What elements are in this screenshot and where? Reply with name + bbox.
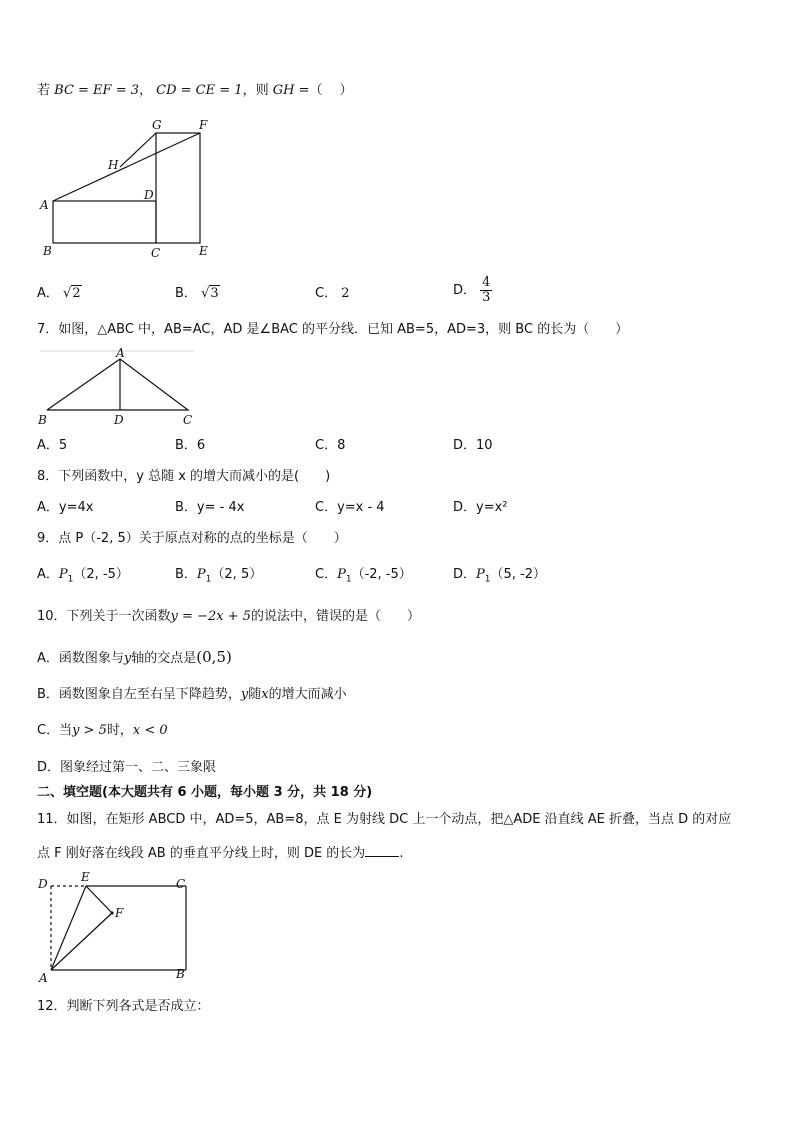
q10-option-b-var-2: x: [261, 687, 269, 702]
q6-label-a: A: [40, 198, 49, 212]
q10-option-a: [37, 648, 232, 668]
q10-option-a-var: y: [123, 651, 132, 666]
q6-option-c: [315, 285, 350, 303]
q6-label-h: H: [108, 158, 119, 172]
q10-option-b-mid: 随: [248, 687, 262, 702]
q10-option-a-prefix: A．函数图象与: [37, 651, 124, 666]
q10-option-b-prefix: B．函数图象自左至右呈下降趋势，: [37, 687, 241, 702]
q6-label-e: E: [199, 244, 208, 258]
q10-option-b-suffix: 的增大而减小: [268, 687, 347, 702]
q10-stem-math: y = −2x + 5: [170, 609, 251, 624]
q6-option-c-label: C．: [315, 286, 338, 301]
section-2-heading: 二、填空题(本大题共有 6 小题，每小题 3 分，共 18 分): [37, 785, 373, 800]
q6-option-c-value: 2: [341, 286, 350, 301]
q11-label-f: F: [115, 906, 124, 920]
q10-option-c-prefix: C．当: [37, 723, 73, 738]
q9-option-b-coords: （2, 5）: [211, 567, 263, 582]
q9-option-a-point: P: [58, 567, 68, 582]
q6-stem-math-1: BC = EF = 3: [54, 83, 139, 98]
q9-option-b-sub: 1: [205, 574, 212, 585]
q7-option-b: B．6: [175, 438, 206, 453]
q7-label-d: D: [114, 413, 124, 427]
q10-option-b: [37, 686, 347, 704]
q9-option-d: [453, 566, 546, 589]
q6-stem-math-3: GH =: [272, 83, 310, 98]
q6-rect-cefg: [156, 133, 200, 243]
q9-option-a-sub: 1: [67, 574, 74, 585]
q10-option-c-math-2: x < 0: [132, 723, 168, 738]
q6-option-a-label: A．: [37, 286, 59, 301]
q11-line-ef: [86, 886, 112, 913]
q9-option-c-coords: （-2, -5）: [351, 567, 412, 582]
q6-line-af: [53, 133, 200, 201]
q8-option-d: D．y=x²: [453, 500, 508, 515]
q6-comma: ，: [139, 83, 153, 98]
q11-line-2: [37, 845, 403, 863]
q6-option-b-radicand: 3: [210, 286, 219, 301]
q6-paren: （ ）: [309, 83, 353, 98]
q10-option-b-var-1: y: [240, 687, 249, 702]
q7-triangle-abc: [47, 359, 188, 410]
q6-option-a-radicand: 2: [72, 286, 81, 301]
q6-option-b-label: B．: [175, 286, 197, 301]
q6-stem-math-2: CD = CE = 1: [156, 83, 243, 98]
q8-option-b: B．y= - 4x: [175, 500, 245, 515]
q6-option-b: [175, 285, 220, 303]
q9-option-d-sub: 1: [484, 574, 491, 585]
q7-label-b: B: [38, 413, 47, 427]
q9-option-c-sub: 1: [345, 574, 352, 585]
q9-stem: 9．点 P（-2, 5）关于原点对称的点的坐标是（ ）: [37, 531, 347, 546]
q6-option-d-fraction: [480, 276, 492, 305]
q7-figure: [38, 347, 198, 427]
q11-line-af: [51, 913, 112, 970]
q11-line-2-prefix: 点 F 刚好落在线段 AB 的垂直平分线上时，则 DE 的长为: [37, 846, 366, 861]
q11-answer-blank: [365, 856, 399, 857]
q10-option-d: D．图象经过第一、二、三象限: [37, 760, 217, 775]
q12-stem: 12．判断下列各式是否成立：: [37, 999, 210, 1014]
q9-option-a-label: A．: [37, 567, 59, 582]
q10-stem: [37, 608, 420, 626]
q6-label-g: G: [152, 118, 162, 132]
q7-stem: 7．如图，△ABC 中，AB=AC，AD 是∠BAC 的平分线．已知 AB=5，AD=3，则 BC 的长为（ ）: [37, 322, 629, 337]
q7-label-c: C: [183, 413, 193, 427]
q9-option-b-label: B．: [175, 567, 197, 582]
sqrt-icon: √3: [201, 286, 219, 301]
q11-line-1: 11．如图，在矩形 ABCD 中，AD=5，AB=8，点 E 为射线 DC 上一个动点，把△ADE 沿直线 AE 折叠，当点 D 的对应: [37, 812, 732, 827]
q6-stem: [37, 82, 353, 100]
q9-option-b: [175, 566, 262, 589]
q6-option-d-label: D．: [453, 283, 477, 298]
q6-label-c: C: [151, 246, 161, 260]
q9-option-a: [37, 566, 129, 589]
q7-option-a: A．5: [37, 438, 68, 453]
q6-option-d-denominator: 3: [482, 290, 491, 305]
sqrt-icon: √2: [63, 286, 81, 301]
q9-option-c-point: P: [337, 567, 346, 582]
q8-stem: 8．下列函数中，y 总随 x 的增大而减小的是( ): [37, 469, 331, 484]
q7-label-a: A: [116, 346, 125, 360]
q11-label-d: D: [38, 877, 48, 891]
q10-option-c-mid: 时，: [106, 723, 133, 738]
q10-option-c-math-1: y > 5: [72, 723, 107, 738]
q9-option-c: [315, 566, 412, 589]
q11-line-2-suffix: .: [399, 846, 404, 861]
q10-option-a-math: (0,5): [196, 648, 232, 666]
q11-label-e: E: [81, 870, 90, 884]
q8-option-a: A．y=4x: [37, 500, 94, 515]
q11-label-c: C: [176, 877, 186, 891]
q6-option-a: [37, 285, 82, 303]
q7-option-c: C．8: [315, 438, 346, 453]
q10-option-a-mid: 轴的交点是: [131, 651, 197, 666]
q6-label-f: F: [199, 118, 208, 132]
q6-option-d: [453, 276, 492, 305]
q9-option-c-label: C．: [315, 567, 338, 582]
q9-option-d-coords: （5, -2）: [490, 567, 546, 582]
q6-figure: [38, 115, 218, 263]
q11-figure: [36, 870, 196, 985]
q6-rect-abcd: [53, 201, 156, 243]
q9-option-b-point: P: [196, 567, 206, 582]
q8-option-c: C．y=x - 4: [315, 500, 385, 515]
q9-option-a-coords: （2, -5）: [73, 567, 129, 582]
q6-stem-mid: ，则: [242, 83, 269, 98]
q6-label-d: D: [144, 188, 154, 202]
q10-stem-prefix: 10．下列关于一次函数: [37, 609, 171, 624]
q6-label-b: B: [43, 244, 52, 258]
q7-option-d: D．10: [453, 438, 493, 453]
q9-option-d-label: D．: [453, 567, 477, 582]
q6-option-d-numerator: 4: [482, 275, 491, 290]
q9-option-d-point: P: [476, 567, 485, 582]
q10-stem-suffix: 的说法中，错误的是（ ）: [250, 609, 420, 624]
q6-stem-prefix: 若: [37, 83, 51, 98]
q11-label-b: B: [176, 967, 185, 981]
q11-point-f: [110, 911, 113, 914]
q11-line-ae: [51, 886, 86, 970]
q10-option-c: [37, 722, 168, 740]
q11-label-a: A: [39, 971, 48, 985]
